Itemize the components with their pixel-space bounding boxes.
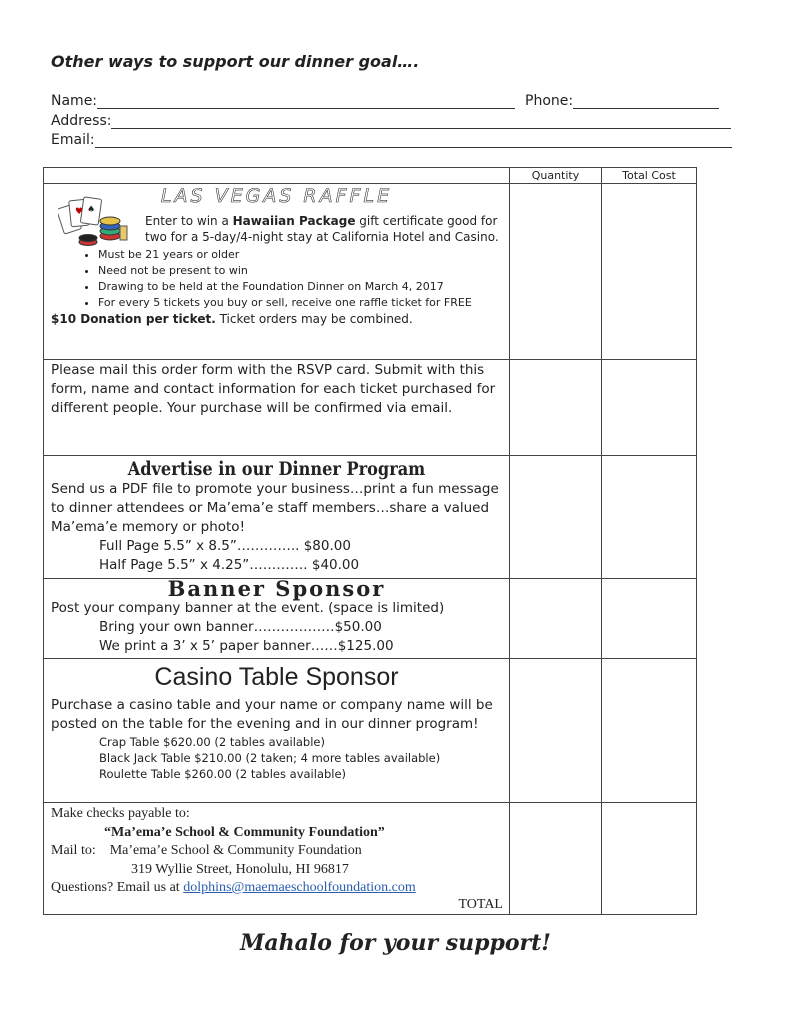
mail-to-line	[51, 842, 509, 861]
donation-note: Ticket orders may be combined.	[215, 312, 413, 326]
order-form-table	[43, 167, 697, 915]
casino-option-roulette: Roulette Table $260.00 (2 tables available)	[99, 767, 347, 781]
advertise-text: Send us a PDF file to promote your business…print a fun message to dinner attendees or Ma’ema’e staff members…share a valued Ma’ema’e memory or photo!	[51, 481, 499, 535]
mail-to-name: Ma’ema’e School & Community Foundation	[109, 843, 362, 858]
raffle-cell	[44, 184, 510, 360]
casino-title: Casino Table Sponsor	[154, 663, 399, 691]
advertise-cell	[44, 456, 510, 579]
advertise-title: Advertise in our Dinner Program	[127, 458, 426, 480]
raffle-intro	[145, 213, 509, 245]
questions-label: Questions? Email us at	[51, 880, 184, 895]
quantity-header: Quantity	[510, 168, 602, 184]
raffle-intro-text-2: gift certificate good for two for a 5-day/4-night stay at California Hotel and Casino.	[145, 214, 499, 244]
raffle-quantity-cell[interactable]	[510, 184, 602, 360]
raffle-total-cell[interactable]	[602, 184, 697, 360]
banner-quantity-cell[interactable]	[510, 579, 602, 659]
list-item: • Must be 21 years or older	[98, 247, 509, 263]
casino-text: Purchase a casino table and your name or company name will be posted on the table for the evening and in our dinner program!	[51, 697, 493, 732]
list-item: • Drawing to be held at the Foundation Dinner on March 4, 2017	[98, 279, 509, 295]
mail-note-total-cell[interactable]	[602, 360, 697, 456]
raffle-donation	[51, 311, 509, 327]
list-item: • For every 5 tickets you buy or sell, receive one raffle ticket for FREE	[98, 295, 509, 311]
advertise-option-full: Full Page 5.5” x 8.5”………….. $80.00	[99, 538, 351, 554]
casino-option-crap: Crap Table $620.00 (2 tables available)	[99, 735, 325, 749]
name-phone-line	[51, 93, 719, 109]
banner-total-cell[interactable]	[602, 579, 697, 659]
checks-label: Make checks payable to:	[51, 806, 190, 821]
casino-option-blackjack: Black Jack Table $210.00 (2 taken; 4 more tables available)	[99, 751, 441, 765]
casino-total-cell[interactable]	[602, 659, 697, 803]
advertise-option-half: Half Page 5.5” x 4.25”…………. $40.00	[99, 557, 360, 573]
donation-price: $10 Donation per ticket.	[51, 312, 216, 326]
total-label: TOTAL	[458, 897, 503, 912]
banner-cell	[44, 576, 510, 659]
banner-title: Banner Sponsor	[167, 576, 386, 601]
email-line	[51, 132, 732, 148]
total-cost-header: Total Cost	[602, 168, 697, 184]
raffle-title: LAS VEGAS RAFFLE	[160, 185, 393, 207]
email-label: Email:	[51, 132, 95, 148]
total-quantity-cell[interactable]	[510, 803, 602, 915]
advertise-quantity-cell[interactable]	[510, 456, 602, 579]
grand-total-cell[interactable]	[602, 803, 697, 915]
raffle-intro-text: Enter to win a	[145, 214, 233, 228]
phone-label: Phone:	[525, 93, 574, 109]
list-item: • Need not be present to win	[98, 263, 509, 279]
casino-cell	[44, 659, 510, 803]
raffle-rules-list	[44, 247, 509, 311]
mail-note-text: Please mail this order form with the RSVP card. Submit with this form, name and contact information for each ticket purchased for different people. Your purchase will be confirmed via email.	[51, 362, 496, 416]
name-field[interactable]	[97, 95, 515, 109]
payment-info	[51, 805, 509, 898]
casino-quantity-cell[interactable]	[510, 659, 602, 803]
advertise-total-cell[interactable]	[602, 456, 697, 579]
closing-message: Mahalo for your support!	[240, 930, 551, 956]
payee-name: “Ma’ema’e School & Community Foundation”	[104, 824, 385, 840]
playing-cards-chips-icon	[58, 192, 130, 250]
raffle-prize: Hawaiian Package	[232, 214, 356, 228]
banner-option-own: Bring your own banner………………$50.00	[99, 619, 382, 635]
address-line	[51, 113, 731, 129]
payment-cell	[44, 803, 510, 915]
banner-text: Post your company banner at the event. (space is limited)	[51, 600, 445, 616]
questions-line	[51, 879, 509, 898]
svg-text:♥: ♥	[75, 207, 84, 217]
contact-email-link[interactable]: dolphins@maemaeschoolfoundation.com	[183, 880, 416, 895]
phone-field[interactable]	[573, 95, 719, 109]
mail-to-address: 319 Wyllie Street, Honolulu, HI 96817	[131, 861, 349, 877]
mail-note-cell	[44, 360, 510, 456]
mail-note-quantity-cell[interactable]	[510, 360, 602, 456]
svg-text:♠: ♠	[87, 205, 96, 215]
email-field[interactable]	[95, 134, 732, 148]
mail-to-label: Mail to:	[51, 843, 96, 858]
address-label: Address:	[51, 113, 112, 129]
address-field[interactable]	[111, 115, 731, 129]
header-blank	[44, 168, 510, 184]
page-heading: Other ways to support our dinner goal….	[51, 52, 420, 71]
banner-option-print: We print a 3’ x 5’ paper banner……$125.00	[99, 638, 394, 654]
name-label: Name:	[51, 93, 98, 109]
